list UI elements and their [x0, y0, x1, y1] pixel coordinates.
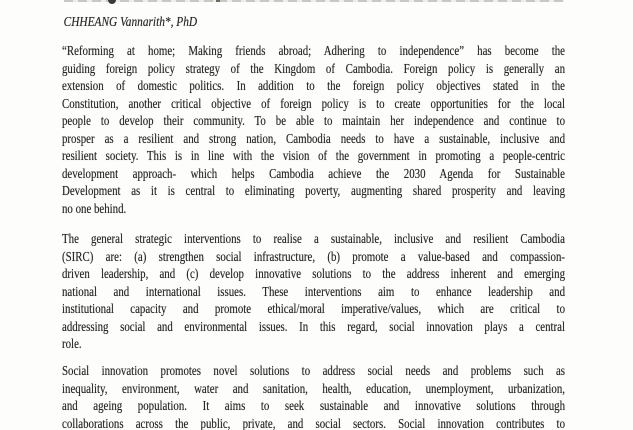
- paragraph: [62, 230, 565, 353]
- text-column: [62, 0, 565, 430]
- paragraph: [62, 362, 565, 430]
- text-line: The general strategic interventions to realise a sustainable, inclusive and resilient Cambodia: [62, 231, 566, 246]
- text-line: Constitution, another critical objective of foreign policy is to create opportunities for the local: [62, 95, 566, 111]
- text-line: Social innovation promotes novel solutions to address social needs and problems such as: [62, 363, 566, 378]
- text-line: people to develop their community. To be able to maintain her independence and continue to: [62, 113, 566, 128]
- text-line: role.: [62, 336, 82, 351]
- text-line: resilient society. This is in line with the vision of the government in promoting a people-centric: [62, 148, 566, 163]
- text-line: Development as it is central to eliminating poverty, augmenting shared prosperity and leaving: [62, 183, 566, 198]
- text-line: development approach- which helps Cambodia achieve the 2030 Agenda for Sustainable: [62, 165, 566, 181]
- text-line: institutional capacity and promote ethical/moral imperative/values, which are critical to: [62, 301, 566, 316]
- text-line: driven leadership, and (c) develop innovative solutions to the address inherent and emerging: [62, 266, 566, 281]
- text-line: (SIRC) are: (a) strengthen social infrastructure, (b) promote a value-based and compassion-: [62, 248, 566, 264]
- text-line: “Reforming at home; Making friends abroad; Adhering to independence” has become the: [62, 43, 566, 58]
- author-byline: CHHEANG Vannarith*, PhD: [63, 15, 198, 30]
- text-line: and ageing population. It aims to seek sustainable and innovative solutions through: [62, 398, 566, 413]
- text-line: addressing social and environmental issues. In this regard, social innovation plays a central: [62, 318, 566, 334]
- text-line: no one behind.: [62, 200, 127, 216]
- text-line: national and international issues. These interventions aim to enhance leadership and: [62, 283, 566, 299]
- text-line: prosper as a resilient and strong nation, Cambodia needs to have a sustainable, inclusive and: [62, 130, 566, 146]
- text-line: inequality, environment, water and sanitation, health, education, unemployment, urbanization,: [62, 380, 566, 396]
- text-line: extension of domestic politics. In addition to the foreign policy objectives stated in the: [62, 78, 566, 93]
- paragraph: [62, 42, 565, 217]
- text-line: collaborations across the public, private, and social sectors. Social innovation contributes to: [62, 415, 566, 430]
- text-line: guiding foreign policy strategy of the Kingdom of Cambodia. Foreign policy is generally an: [62, 60, 566, 76]
